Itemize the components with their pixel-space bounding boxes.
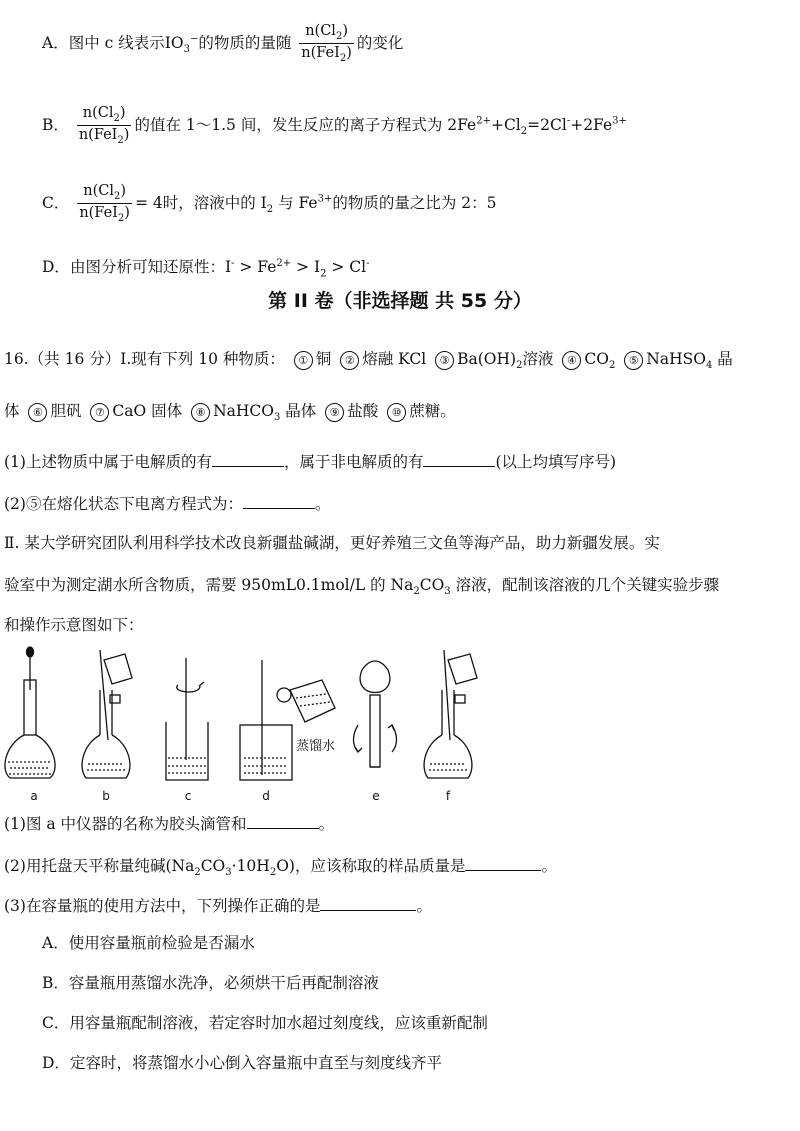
q16-II-part3: (3)在容量瓶的使用方法中，下列操作正确的是 。: [4, 897, 432, 915]
figure-d-wash: [240, 660, 335, 780]
q16-materials-line2: 体 ⑥ 胆矾 ⑦ CaO 固体 ⑧ NaHCO$_3$ 晶体 ⑨ 盐酸 ⑩ 蔗糖。: [4, 402, 456, 424]
answer-blank[interactable]: [243, 494, 315, 509]
figure-label-f: f: [445, 789, 451, 803]
ratio-fraction: $\frac{n(Cl_2)}{n(FeI_2)}$: [78, 105, 130, 147]
q16-materials-line1: 16.（共 16 分）Ⅰ.现有下列 10 种物质： ① 铜 ② 熔融 KCl ③ $Ba(OH)_2$溶液 ④ $CO_2$ ⑤ NaHSO$_4$ 晶: [4, 350, 733, 372]
answer-blank[interactable]: [465, 856, 541, 871]
answer-blank[interactable]: [212, 452, 284, 467]
figure-b-flask-pour: [82, 650, 132, 778]
choice-c: C．用容量瓶配制溶液，若定容时加水超过刻度线，应该重新配制: [42, 1014, 488, 1032]
ratio-fraction: $\frac{n(Cl_2)}{n(FeI_2)}$: [79, 183, 130, 225]
q16-part2: (2)⑤在熔化状态下电离方程式为： 。: [4, 495, 331, 513]
figure-label-d: d: [262, 789, 270, 803]
option-c: C． $\frac{n(Cl_2)}{n(FeI_2)}$ = 4时，溶液中的 $I_2$ 与 $Fe^{3+}$的物质的量之比为 2：5: [42, 183, 497, 225]
answer-blank[interactable]: [320, 896, 416, 911]
figure-c-beaker-stir: [166, 658, 208, 780]
q16-II-part1: (1)图 a 中仪器的名称为胶头滴管和 。: [4, 815, 335, 833]
answer-blank[interactable]: [423, 452, 495, 467]
choice-a: A．使用容量瓶前检验是否漏水: [42, 934, 255, 952]
figure-label-c: c: [184, 789, 192, 803]
choice-b: B．容量瓶用蒸馏水洗净，必须烘干后再配制溶液: [42, 974, 379, 992]
figure-f-flask-pour: [424, 650, 477, 778]
figure-label-a: a: [30, 789, 38, 803]
choice-d: D．定容时，将蒸馏水小心倒入容量瓶中直至与刻度线齐平: [42, 1054, 442, 1072]
section-title: 第 II 卷（非选择题 共 55 分）: [268, 290, 532, 312]
distilled-water-label: 蒸馏水: [296, 739, 336, 754]
option-b: B． $\frac{n(Cl_2)}{n(FeI_2)}$ 的值在 1～1.5 间，发生反应的离子方程式为 $2Fe^{2+}+Cl_2=2Cl^-+2Fe^{3+}$: [42, 105, 627, 147]
q16-II-line3: 和操作示意图如下：: [4, 616, 144, 634]
q16-II-line2: 验室中为测定湖水所含物质，需要 950mL0.1mol/L 的 $Na_2CO_3$ 溶液，配制该溶液的几个关键实验步骤: [4, 576, 720, 598]
figure-label-e: e: [372, 789, 380, 803]
option-a: A．图中 c 线表示$IO_3^-$的物质的量随 $\frac{n(Cl_2)}{n(FeI_2)}$ 的变化: [42, 23, 404, 65]
q16-II-line1: Ⅱ. 某大学研究团队利用科学技术改良新疆盐碱湖，更好养殖三文鱼等海产品，助力新疆发展。实: [4, 534, 660, 552]
experiment-figure: [0, 640, 800, 810]
figure-a-flask-dropper: [5, 647, 55, 778]
q16-part1: (1)上述物质中属于电解质的有 ，属于非电解质的有 (以上均填写序号): [4, 453, 617, 471]
figure-e-invert: [354, 661, 397, 767]
answer-blank[interactable]: [247, 814, 319, 829]
ratio-fraction: $\frac{n(Cl_2)}{n(FeI_2)}$: [301, 23, 352, 65]
option-d: D．由图分析可知还原性：$I^- > Fe^{2+} > I_2 > Cl^-$: [42, 258, 370, 280]
figure-label-b: b: [102, 789, 110, 803]
q16-II-part2: (2)用托盘天平称量纯碱$(Na_2CO_3\cdot 10H_2O)$，应该称取的样品质量是 。: [4, 857, 557, 879]
